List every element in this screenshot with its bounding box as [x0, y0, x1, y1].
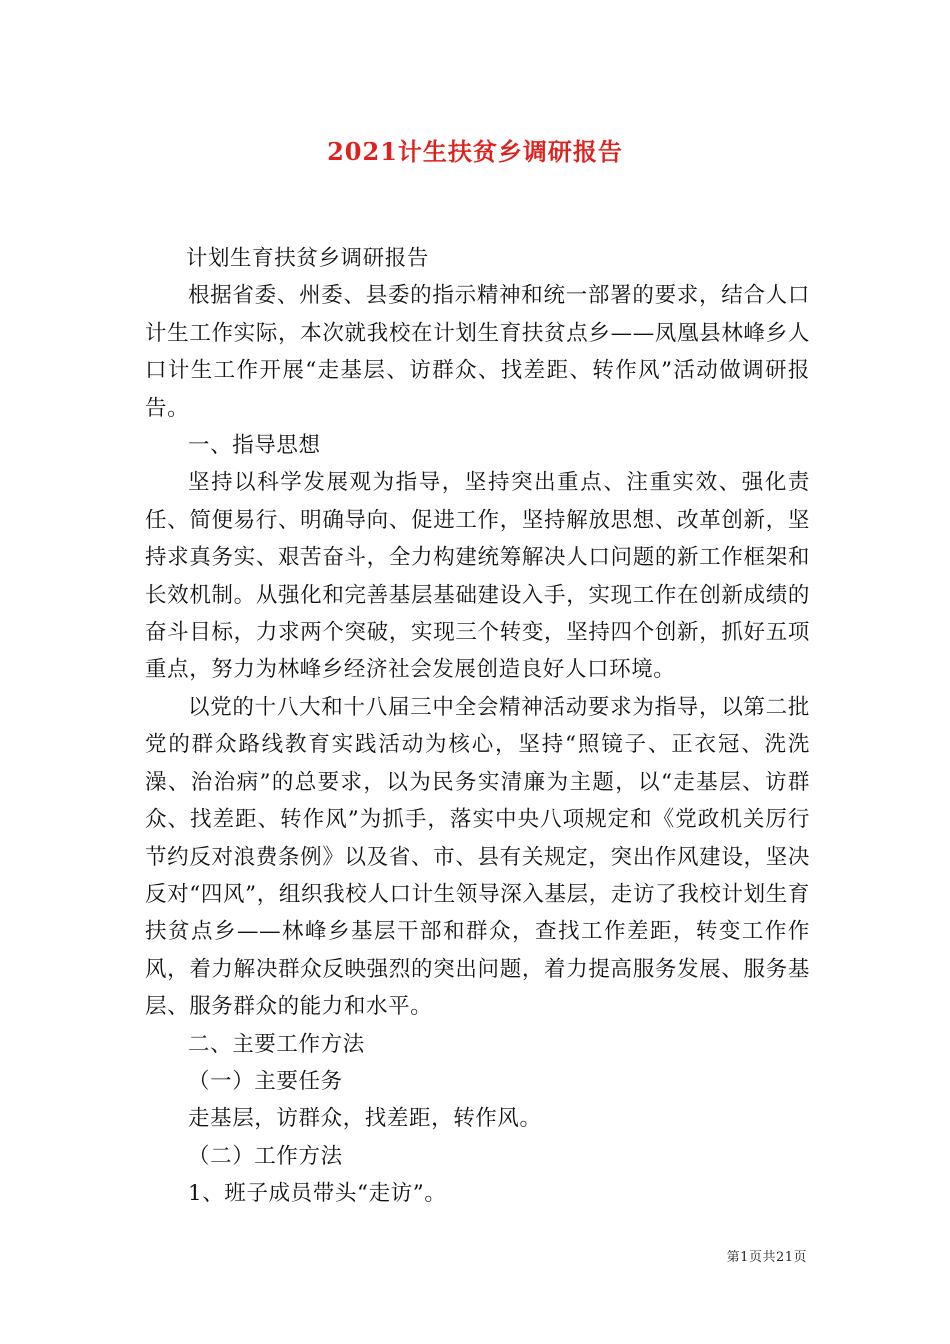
subheading-main-tasks: （一）主要任务 [188, 1068, 343, 1094]
subheading-work-methods: （二）工作方法 [188, 1143, 343, 1169]
main-tasks-paragraph: 走基层，访群众，找差距，转作风。 [188, 1106, 542, 1132]
intro-paragraph: 根据省委、州委、县委的指示精神和统一部署的要求，结合人口计生工作实际，本次就我校在计划生育扶贫点乡——凤凰县林峰乡人口计生工作开展“走基层、访群众、找差距、转作风”活动做调研报告。 [145, 283, 810, 421]
section-heading-work-methods: 二、主要工作方法 [188, 1031, 365, 1057]
method-item-1: 1、班子成员带头“走访”。 [188, 1181, 447, 1207]
document-body [145, 240, 810, 1213]
page-number-footer: 第1页共21页 [726, 1250, 807, 1265]
document-title: 2021计生扶贫乡调研报告 [327, 137, 623, 166]
section-heading-guiding-thought: 一、指导思想 [188, 433, 321, 459]
campaign-paragraph: 以党的十八大和十八届三中全会精神活动要求为指导，以第二批党的群众路线教育实践活动为核心，坚持“照镜子、正衣冠、洗洗澡、治治病”的总要求，以为民务实清廉为主题，以“走基层、访群众、找差距、转作风”为抓手，落实中央八项规定和《党政机关厉行节约反对浪费条例》以及省、市、县有关规定，突出作风建设，坚决反对“四风”，组织我校人口计生领导深入基层，走访了我校计划生育扶贫点乡——林峰乡基层干部和群众，查找工作差距，转变工作作风，着力解决群众反映强烈的突出问题，着力提高服务发展、服务基层、服务群众的能力和水平。 [145, 694, 810, 1020]
subtitle-paragraph: 计划生育扶贫乡调研报告 [185, 246, 429, 271]
guiding-thought-paragraph: 坚持以科学发展观为指导，坚持突出重点、注重实效、强化责任、简便易行、明确导向、促进工作，坚持解放思想、改革创新，坚持求真务实、艰苦奋斗，全力构建统筹解决人口问题的新工作框架和长效机制。从强化和完善基层基础建设入手，实现工作在创新成绩的奋斗目标，力求两个突破，实现三个转变，坚持四个创新，抓好五项重点，努力为林峰乡经济社会发展创造良好人口环境。 [145, 470, 810, 683]
